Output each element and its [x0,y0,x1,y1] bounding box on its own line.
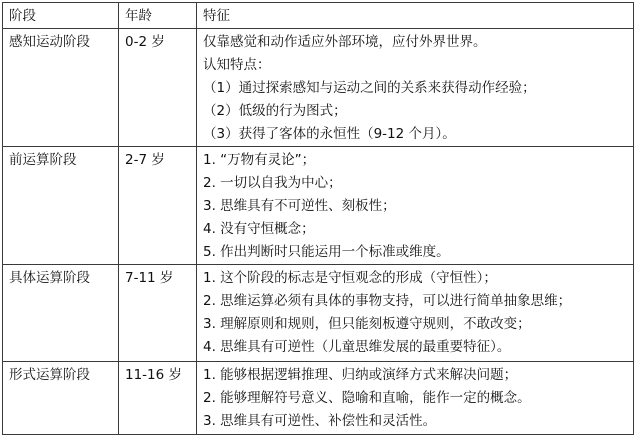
stage-cell [3,29,119,147]
stage-name: 前运算阶段 [9,152,77,168]
feature-line: 2. 一切以自我为中心； [203,175,342,191]
feature-line: 5. 作出判断时只能运用一个标准或维度。 [203,244,450,260]
table-row [3,265,634,362]
age-range: 0-2 岁 [125,34,165,50]
header-age-label: 年龄 [125,8,152,24]
feature-line: 3. 思维具有可逆性、补偿性和灵活性。 [203,413,437,429]
feature-line: （3）获得了客体的永恒性（9-12 个月）。 [203,126,456,142]
age-range: 7-11 岁 [125,270,174,286]
feature-line: 2. 能够理解符号意义、隐喻和直喻，能作一定的概念。 [203,390,531,406]
features-cell [197,29,634,147]
stage-name: 感知运动阶段 [9,34,90,50]
age-range: 11-16 岁 [125,367,183,383]
features-list [197,147,633,264]
table-row [3,29,634,147]
age-cell [119,29,197,147]
feature-line: （1）通过探索感知与运动之间的关系来获得动作经验； [203,80,536,96]
stage-name: 形式运算阶段 [9,367,90,383]
feature-line: 认知特点： [203,57,271,73]
feature-line: 2. 思维运算必须有具体的事物支持，可以进行简单抽象思维； [203,293,572,309]
header-stage-label: 阶段 [9,8,36,24]
feature-line: 3. 理解原则和规则，但只能刻板遵守规则，不敢改变； [203,316,531,332]
feature-line: 4. 没有守恒概念； [203,221,315,237]
age-cell [119,362,197,435]
stage-cell [3,147,119,265]
table-row [3,362,634,435]
age-cell [119,265,197,362]
feature-line: 仅靠感觉和动作适应外部环境，应付外界世界。 [203,34,487,50]
feature-line: （2）低级的行为图式； [203,103,347,119]
age-range: 2-7 岁 [125,152,165,168]
header-cell-age [119,3,197,29]
header-cell-features [197,3,634,29]
age-cell [119,147,197,265]
feature-line: 1. “万物有灵论”； [203,152,316,168]
stage-cell [3,265,119,362]
features-list [197,362,633,433]
feature-line: 4. 思维具有可逆性（儿童思维发展的最重要特征）。 [203,339,511,355]
cognitive-stages-table [2,2,634,435]
stage-name: 具体运算阶段 [9,270,90,286]
feature-line: 3. 思维具有不可逆性、刻板性； [203,198,396,214]
features-cell [197,265,634,362]
table-header-row [3,3,634,29]
header-features-label: 特征 [203,8,230,24]
features-list [197,29,633,146]
feature-line: 1. 这个阶段的标志是守恒观念的形成（守恒性）； [203,270,497,286]
stage-cell [3,362,119,435]
header-cell-stage [3,3,119,29]
table-row [3,147,634,265]
features-cell [197,362,634,435]
features-list [197,265,633,359]
feature-line: 1. 能够根据逻辑推理、归纳或演绎方式来解决问题； [203,367,518,383]
features-cell [197,147,634,265]
